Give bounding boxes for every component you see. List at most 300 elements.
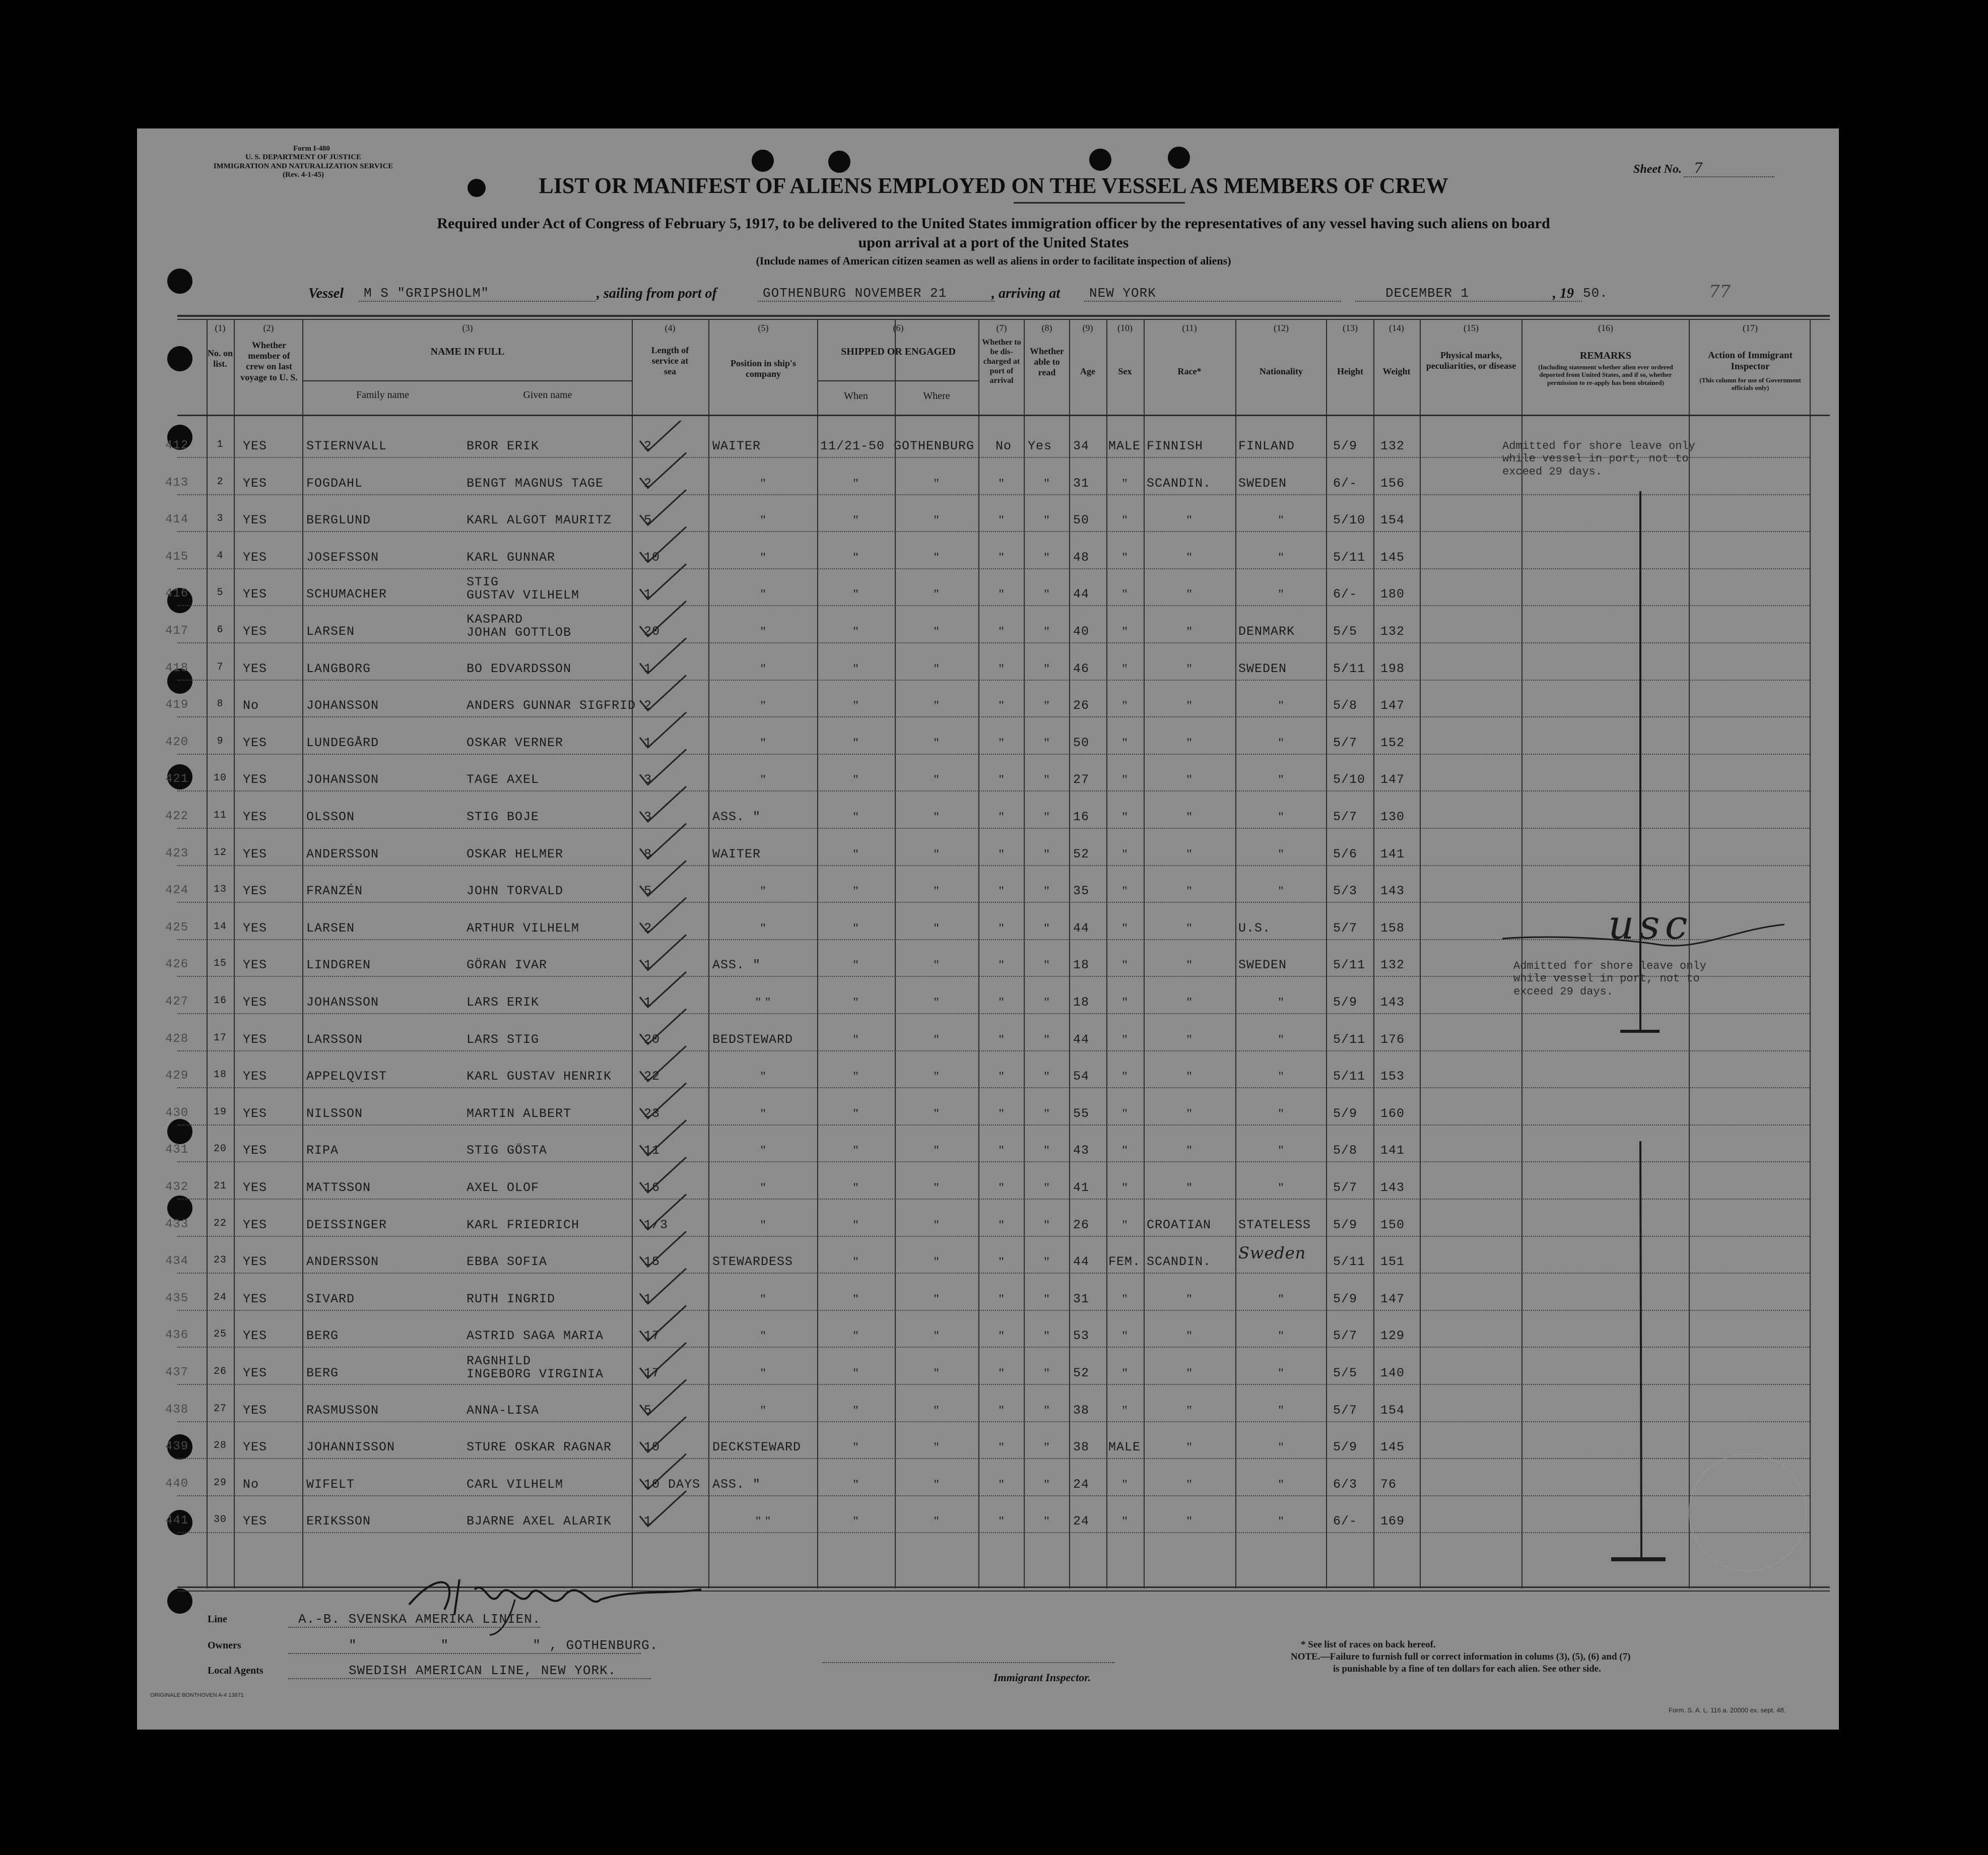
punch-hole bbox=[167, 269, 192, 294]
row-service: 1 bbox=[644, 1291, 652, 1306]
row-position: " bbox=[760, 1403, 766, 1418]
row-family-name: ERIKSSON bbox=[306, 1514, 371, 1529]
row-shipped-where: " bbox=[934, 735, 940, 750]
row-height: 5/9 bbox=[1333, 1106, 1358, 1121]
arriving-label: , arriving at bbox=[991, 286, 1061, 301]
footer-agents bbox=[208, 1665, 913, 1685]
row-crew-last-voyage: YES bbox=[243, 1403, 268, 1418]
row-discharged: " bbox=[999, 772, 1005, 787]
row-shipped-when: " bbox=[853, 550, 859, 565]
row-nationality: " bbox=[1278, 1440, 1284, 1455]
row-weight: 150 bbox=[1380, 1217, 1405, 1232]
row-shipped-when: " bbox=[853, 1143, 859, 1158]
row-sex: " bbox=[1122, 1366, 1128, 1380]
row-position: " bbox=[760, 698, 766, 713]
row-height: 5/7 bbox=[1333, 810, 1358, 824]
row-weight: 140 bbox=[1380, 1366, 1405, 1380]
row-shipped-where: " bbox=[934, 476, 940, 491]
row-discharged: " bbox=[999, 1254, 1005, 1270]
row-shipped-when: " bbox=[853, 1217, 859, 1232]
punch-hole bbox=[752, 150, 774, 172]
initials-flourish bbox=[1497, 919, 1800, 960]
row-shipped-when: " bbox=[853, 476, 859, 491]
row-weight: 143 bbox=[1380, 884, 1405, 899]
row-nationality: " bbox=[1278, 772, 1284, 787]
row-shipped-when: " bbox=[853, 958, 859, 973]
row-race: " bbox=[1186, 1032, 1192, 1047]
inspector-label: Immigrant Inspector. bbox=[993, 1671, 1091, 1684]
row-age: 31 bbox=[1073, 476, 1090, 491]
col-num-10: (10) bbox=[1117, 323, 1133, 333]
row-discharged: " bbox=[999, 1477, 1005, 1492]
service-checkmark bbox=[640, 490, 686, 528]
row-crew-last-voyage: YES bbox=[243, 995, 268, 1010]
col-head-3-family: Family name bbox=[356, 389, 409, 401]
owners-label: Owners bbox=[208, 1640, 241, 1651]
column-rule bbox=[302, 319, 303, 1588]
penalty-note-1: NOTE.—Failure to furnish full or correct information in colums (3), (5), (6) and (7) bbox=[1291, 1651, 1631, 1662]
row-given-name: BENGT MAGNUS TAGE bbox=[467, 476, 604, 491]
row-position: " bbox=[760, 1291, 766, 1306]
col-head-13: Height bbox=[1337, 366, 1363, 376]
row-age: 43 bbox=[1073, 1143, 1090, 1158]
row-shipped-where: GOTHENBURG bbox=[894, 439, 975, 453]
row-family-name: BERG bbox=[306, 1366, 339, 1380]
check-marks bbox=[631, 421, 711, 1579]
row-crew-last-voyage: YES bbox=[243, 661, 268, 676]
inspector-initials: usc bbox=[1608, 901, 1693, 948]
column-rule bbox=[1235, 319, 1236, 1588]
row-height: 5/11 bbox=[1333, 1069, 1366, 1084]
row-race: " bbox=[1186, 810, 1192, 824]
service-checkmark bbox=[640, 1009, 686, 1044]
row-list-ref: 421 bbox=[165, 772, 189, 786]
row-race: " bbox=[1186, 1180, 1192, 1195]
row-discharged: " bbox=[999, 1440, 1005, 1455]
row-age: 31 bbox=[1073, 1291, 1090, 1306]
row-list-ref: 424 bbox=[165, 884, 189, 898]
row-race: " bbox=[1186, 624, 1192, 639]
row-height: 5/11 bbox=[1333, 1032, 1366, 1047]
row-crew-last-voyage: YES bbox=[243, 1106, 268, 1121]
row-given-name: LARS ERIK bbox=[467, 995, 540, 1010]
row-family-name: JOHANSSON bbox=[306, 772, 379, 787]
row-given-name: OSKAR VERNER bbox=[467, 735, 564, 750]
row-weight: 143 bbox=[1380, 995, 1405, 1010]
row-shipped-when: " bbox=[853, 1254, 859, 1270]
row-able-read: " bbox=[1044, 772, 1050, 787]
row-number: 12 bbox=[213, 846, 227, 858]
row-shipped-where: " bbox=[934, 1403, 940, 1418]
row-discharged: " bbox=[999, 624, 1005, 639]
row-weight: 152 bbox=[1380, 735, 1405, 750]
row-sex: MALE bbox=[1108, 439, 1141, 453]
row-age: 35 bbox=[1073, 884, 1090, 899]
row-position: " bbox=[760, 1106, 766, 1121]
row-service: 1 bbox=[644, 661, 652, 676]
row-discharged: " bbox=[999, 1291, 1005, 1306]
year-prefix: , 19 bbox=[1553, 286, 1574, 301]
col-num-5: (5) bbox=[758, 323, 769, 333]
row-shipped-where: " bbox=[934, 884, 940, 899]
column-rule bbox=[895, 319, 896, 1588]
row-sex: " bbox=[1122, 735, 1128, 750]
row-sex: " bbox=[1122, 587, 1128, 602]
row-number: 11 bbox=[213, 810, 227, 821]
row-number: 18 bbox=[213, 1069, 227, 1081]
row-weight: 154 bbox=[1380, 1403, 1405, 1418]
row-shipped-when: " bbox=[853, 1403, 859, 1418]
row-service: 5 bbox=[644, 513, 652, 528]
row-shipped-when: " bbox=[853, 1329, 859, 1344]
row-nationality: " bbox=[1278, 1180, 1284, 1195]
row-family-name: BERGLUND bbox=[306, 513, 371, 528]
row-weight: 198 bbox=[1380, 661, 1405, 676]
row-shipped-when: 11/21-50 bbox=[820, 439, 885, 453]
row-race: " bbox=[1186, 1329, 1192, 1344]
row-crew-last-voyage: YES bbox=[243, 772, 268, 787]
row-nationality: " bbox=[1278, 1143, 1284, 1158]
row-discharged: No bbox=[996, 439, 1012, 453]
arrival-date: DECEMBER 1 bbox=[1355, 286, 1582, 302]
row-number: 30 bbox=[213, 1514, 227, 1526]
row-given-name: KARL GUSTAV HENRIK bbox=[467, 1069, 612, 1084]
row-nationality: " bbox=[1278, 1106, 1284, 1121]
row-height: 5/9 bbox=[1333, 1440, 1358, 1455]
row-sex: " bbox=[1122, 958, 1128, 973]
row-age: 38 bbox=[1073, 1440, 1090, 1455]
remark-stamp-lower: Admitted for shore leave only while vessel in port, not to exceed 29 days. bbox=[1513, 960, 1706, 998]
row-shipped-when: " bbox=[853, 1106, 859, 1121]
row-number: 17 bbox=[213, 1032, 227, 1044]
arrival-port: NEW YORK bbox=[1084, 286, 1341, 302]
row-sex: MALE bbox=[1108, 1440, 1141, 1455]
row-shipped-where: " bbox=[934, 1217, 940, 1232]
row-crew-last-voyage: YES bbox=[243, 1440, 268, 1455]
row-height: 5/9 bbox=[1333, 1217, 1358, 1232]
row-weight: 141 bbox=[1380, 1143, 1405, 1158]
punch-hole bbox=[167, 1119, 192, 1144]
row-given-name: STIG BOJE bbox=[467, 810, 540, 824]
col-head-15: Physical marks, peculiarities, or disease bbox=[1426, 350, 1516, 371]
row-position: " " bbox=[755, 1514, 771, 1529]
row-able-read: " bbox=[1044, 1106, 1050, 1121]
service-checkmark bbox=[640, 1046, 686, 1081]
row-list-ref: 417 bbox=[165, 624, 189, 638]
col-head-10: Sex bbox=[1118, 366, 1132, 376]
row-weight: 158 bbox=[1380, 920, 1405, 936]
row-age: 54 bbox=[1073, 1069, 1090, 1084]
row-shipped-where: " bbox=[934, 587, 940, 602]
row-weight: 147 bbox=[1380, 772, 1405, 787]
row-sex: " bbox=[1122, 513, 1128, 528]
row-service: 2 bbox=[644, 476, 652, 491]
line-label: Line bbox=[208, 1614, 227, 1625]
row-number: 5 bbox=[217, 587, 224, 599]
row-list-ref: 430 bbox=[165, 1106, 189, 1120]
row-given-name: EBBA SOFIA bbox=[467, 1254, 548, 1270]
row-number: 4 bbox=[217, 550, 224, 562]
row-age: 40 bbox=[1073, 624, 1090, 639]
row-discharged: " bbox=[999, 958, 1005, 973]
row-position: " bbox=[760, 550, 766, 565]
row-family-name: RIPA bbox=[306, 1143, 339, 1158]
row-sex: " bbox=[1122, 1477, 1128, 1492]
row-shipped-where: " bbox=[934, 1143, 940, 1158]
row-age: 44 bbox=[1073, 1254, 1090, 1270]
row-crew-last-voyage: YES bbox=[243, 920, 268, 936]
row-able-read: " bbox=[1044, 995, 1050, 1010]
col-head-11: Race* bbox=[1177, 366, 1202, 376]
row-given-name: ASTRID SAGA MARIA bbox=[467, 1329, 604, 1344]
row-family-name: LINDGREN bbox=[306, 958, 371, 973]
row-position: " bbox=[760, 1143, 766, 1158]
row-family-name: APPELQVIST bbox=[306, 1069, 387, 1084]
row-shipped-where: " bbox=[934, 846, 940, 862]
row-age: 50 bbox=[1073, 735, 1090, 750]
row-nationality: " bbox=[1278, 698, 1284, 713]
row-list-ref: 415 bbox=[165, 550, 189, 564]
row-age: 26 bbox=[1073, 698, 1090, 713]
col-num-3: (3) bbox=[462, 323, 473, 333]
column-rule bbox=[817, 319, 818, 1588]
row-list-ref: 412 bbox=[165, 439, 189, 452]
row-height: 6/3 bbox=[1333, 1477, 1358, 1492]
row-number: 22 bbox=[213, 1217, 227, 1229]
row-age: 41 bbox=[1073, 1180, 1090, 1195]
row-able-read: " bbox=[1044, 884, 1050, 899]
row-height: 5/11 bbox=[1333, 958, 1366, 973]
agents-value: SWEDISH AMERICAN LINE, NEW YORK. bbox=[288, 1663, 651, 1679]
row-nationality: SWEDEN bbox=[1238, 661, 1287, 676]
penalty-note-2: is punishable by a fine of ten dollars for each alien. See other side. bbox=[1333, 1663, 1601, 1674]
row-family-name: JOSEFSSON bbox=[306, 550, 379, 565]
row-given-name: AXEL OLOF bbox=[467, 1180, 540, 1195]
column-rule bbox=[1373, 319, 1374, 1588]
title-underline bbox=[1014, 202, 1185, 204]
row-able-read: " bbox=[1044, 1366, 1050, 1380]
row-sex: " bbox=[1122, 884, 1128, 899]
row-given-name: KASPARD bbox=[467, 612, 523, 627]
col-head-4: Length of service at sea bbox=[651, 345, 689, 377]
col-head-6-when: When bbox=[844, 390, 868, 402]
row-able-read: " bbox=[1044, 846, 1050, 862]
row-crew-last-voyage: YES bbox=[243, 1217, 268, 1232]
row-nationality: " bbox=[1278, 846, 1284, 862]
row-race: " bbox=[1186, 1514, 1192, 1529]
row-sex: " bbox=[1122, 1514, 1128, 1529]
row-weight: 145 bbox=[1380, 550, 1405, 565]
row-nationality: " bbox=[1278, 884, 1284, 899]
row-age: 52 bbox=[1073, 846, 1090, 862]
row-service: 1 bbox=[644, 958, 652, 973]
row-family-name: BERG bbox=[306, 1329, 339, 1344]
row-height: 5/10 bbox=[1333, 513, 1366, 528]
service-checkmark bbox=[640, 1491, 686, 1526]
row-given-name: GÖRAN IVAR bbox=[467, 958, 548, 973]
row-able-read: " bbox=[1044, 1291, 1050, 1306]
col-head-5: Position in ship's company bbox=[730, 358, 797, 379]
row-service: 5 bbox=[644, 884, 652, 899]
vessel-label: Vessel bbox=[308, 286, 344, 301]
row-race: " bbox=[1186, 772, 1192, 787]
row-shipped-where: " bbox=[934, 661, 940, 676]
row-sex: " bbox=[1122, 772, 1128, 787]
row-age: 55 bbox=[1073, 1106, 1090, 1121]
service-checkmark bbox=[640, 1157, 686, 1192]
service-checkmark bbox=[640, 1269, 686, 1304]
row-given-name: KARL FRIEDRICH bbox=[467, 1217, 580, 1232]
row-race: " bbox=[1186, 550, 1192, 565]
column-rule bbox=[234, 319, 235, 1588]
row-height: 5/10 bbox=[1333, 772, 1366, 787]
col-head-16-note: (Including statement whether alien ever ordered deported from United States, and if so, whether permission to re-apply has been obtained) bbox=[1538, 363, 1673, 386]
row-crew-last-voyage: YES bbox=[243, 624, 268, 639]
row-position: " " bbox=[755, 995, 771, 1010]
row-sex: " bbox=[1122, 1329, 1128, 1344]
row-weight: 169 bbox=[1380, 1514, 1405, 1529]
row-given-name: KARL GUNNAR bbox=[467, 550, 556, 565]
row-sex: " bbox=[1122, 810, 1128, 824]
row-age: 48 bbox=[1073, 550, 1090, 565]
row-list-ref: 425 bbox=[165, 920, 189, 935]
row-list-ref: 419 bbox=[165, 698, 189, 712]
row-position: " bbox=[760, 476, 766, 491]
col-num-17: (17) bbox=[1743, 323, 1758, 333]
row-able-read: " bbox=[1044, 476, 1050, 491]
row-sex: " bbox=[1122, 476, 1128, 491]
form-title: LIST OR MANIFEST OF ALIENS EMPLOYED ON THE VESSEL AS MEMBERS OF CREW bbox=[539, 173, 1448, 198]
row-shipped-when: " bbox=[853, 587, 859, 602]
row-able-read: " bbox=[1044, 1440, 1050, 1455]
sailing-label: , sailing from port of bbox=[597, 286, 717, 301]
agents-label: Local Agents bbox=[208, 1665, 263, 1676]
row-height: 5/9 bbox=[1333, 439, 1358, 453]
row-crew-last-voyage: YES bbox=[243, 1032, 268, 1047]
subheader-rule-name bbox=[303, 380, 632, 381]
row-family-name: DEISSINGER bbox=[306, 1217, 387, 1232]
row-service: 16 bbox=[644, 1180, 660, 1195]
row-shipped-when: " bbox=[853, 1069, 859, 1084]
row-able-read: " bbox=[1044, 1477, 1050, 1492]
row-service: 17 bbox=[644, 1366, 660, 1380]
row-list-ref: 420 bbox=[165, 735, 189, 749]
row-discharged: " bbox=[999, 1403, 1005, 1418]
row-weight: 132 bbox=[1380, 624, 1405, 639]
row-weight: 151 bbox=[1380, 1254, 1405, 1270]
row-list-ref: 433 bbox=[165, 1217, 189, 1231]
row-age: 34 bbox=[1073, 439, 1090, 453]
row-position: " bbox=[760, 735, 766, 750]
row-weight: 160 bbox=[1380, 1106, 1405, 1121]
row-family-name: WIFELT bbox=[306, 1477, 355, 1492]
row-able-read: " bbox=[1044, 1180, 1050, 1195]
row-list-ref: 429 bbox=[165, 1069, 189, 1083]
row-height: 5/6 bbox=[1333, 846, 1358, 862]
row-service: 8 bbox=[644, 846, 652, 862]
row-list-ref: 414 bbox=[165, 513, 189, 527]
row-nationality: " bbox=[1278, 1403, 1284, 1418]
col-num-9: (9) bbox=[1082, 323, 1093, 333]
form-dept: U. S. DEPARTMENT OF JUSTICE bbox=[245, 153, 362, 162]
row-nationality: " bbox=[1278, 1032, 1284, 1047]
row-shipped-where: " bbox=[934, 1514, 940, 1529]
row-shipped-when: " bbox=[853, 735, 859, 750]
row-nationality: " bbox=[1278, 1069, 1284, 1084]
row-able-read: " bbox=[1044, 1329, 1050, 1344]
row-discharged: " bbox=[999, 920, 1005, 936]
row-able-read: " bbox=[1044, 958, 1050, 973]
row-service: 1 bbox=[644, 1514, 652, 1529]
row-given-name: ANNA-LISA bbox=[467, 1403, 540, 1418]
row-list-ref: 428 bbox=[165, 1032, 189, 1046]
row-sex: " bbox=[1122, 624, 1128, 639]
col-head-14: Weight bbox=[1382, 366, 1411, 376]
form-service: IMMIGRATION AND NATURALIZATION SERVICE bbox=[213, 162, 393, 170]
row-family-name: NILSSON bbox=[306, 1106, 363, 1121]
row-given-name-line2: INGEBORG VIRGINIA bbox=[467, 1367, 604, 1381]
row-discharged: " bbox=[999, 1366, 1005, 1380]
row-sex: " bbox=[1122, 1143, 1128, 1158]
row-service: 3 bbox=[644, 810, 652, 824]
voyage-line bbox=[308, 282, 1800, 306]
row-given-name: ANDERS GUNNAR SIGFRID bbox=[467, 698, 636, 713]
row-able-read: " bbox=[1044, 920, 1050, 936]
row-discharged: " bbox=[999, 1514, 1005, 1529]
col-num-16: (16) bbox=[1598, 323, 1613, 333]
row-age: 44 bbox=[1073, 587, 1090, 602]
row-sex: " bbox=[1122, 995, 1128, 1010]
row-weight: 147 bbox=[1380, 1291, 1405, 1306]
service-checkmark bbox=[640, 1305, 686, 1344]
row-given-name: STURE OSKAR RAGNAR bbox=[467, 1440, 612, 1455]
row-height: 5/11 bbox=[1333, 661, 1366, 676]
row-height: 5/3 bbox=[1333, 884, 1358, 899]
races-note: * See list of races on back hereof. bbox=[1301, 1639, 1436, 1650]
row-crew-last-voyage: YES bbox=[243, 1143, 268, 1158]
row-weight: 141 bbox=[1380, 846, 1405, 862]
row-position: " bbox=[760, 1217, 766, 1232]
row-age: 38 bbox=[1073, 1403, 1090, 1418]
row-number: 13 bbox=[213, 884, 227, 896]
row-discharged: " bbox=[999, 1106, 1005, 1121]
row-able-read: " bbox=[1044, 1254, 1050, 1270]
row-sex: " bbox=[1122, 698, 1128, 713]
row-number: 14 bbox=[213, 920, 227, 933]
row-discharged: " bbox=[999, 550, 1005, 565]
row-nationality: " bbox=[1278, 1291, 1284, 1306]
service-checkmark bbox=[640, 824, 686, 859]
row-weight: 143 bbox=[1380, 1180, 1405, 1195]
row-position: " bbox=[760, 624, 766, 639]
row-crew-last-voyage: YES bbox=[243, 1254, 268, 1270]
column-rule bbox=[1810, 319, 1811, 1588]
row-nationality: U.S. bbox=[1238, 920, 1271, 936]
row-list-ref: 439 bbox=[165, 1440, 189, 1454]
sheet-label: Sheet No. bbox=[1633, 163, 1682, 176]
stamp-number: 77 bbox=[1709, 282, 1731, 302]
row-list-ref: 435 bbox=[165, 1291, 189, 1305]
row-number: 15 bbox=[213, 958, 227, 970]
footer-owners bbox=[208, 1640, 913, 1660]
row-nationality: STATELESS bbox=[1238, 1217, 1311, 1232]
row-race: " bbox=[1186, 735, 1192, 750]
row-sex: " bbox=[1122, 1291, 1128, 1306]
col-head-8: Whether able to read bbox=[1030, 346, 1064, 378]
column-rule bbox=[207, 319, 208, 1588]
row-shipped-when: " bbox=[853, 846, 859, 862]
row-family-name: FOGDAHL bbox=[306, 476, 363, 491]
